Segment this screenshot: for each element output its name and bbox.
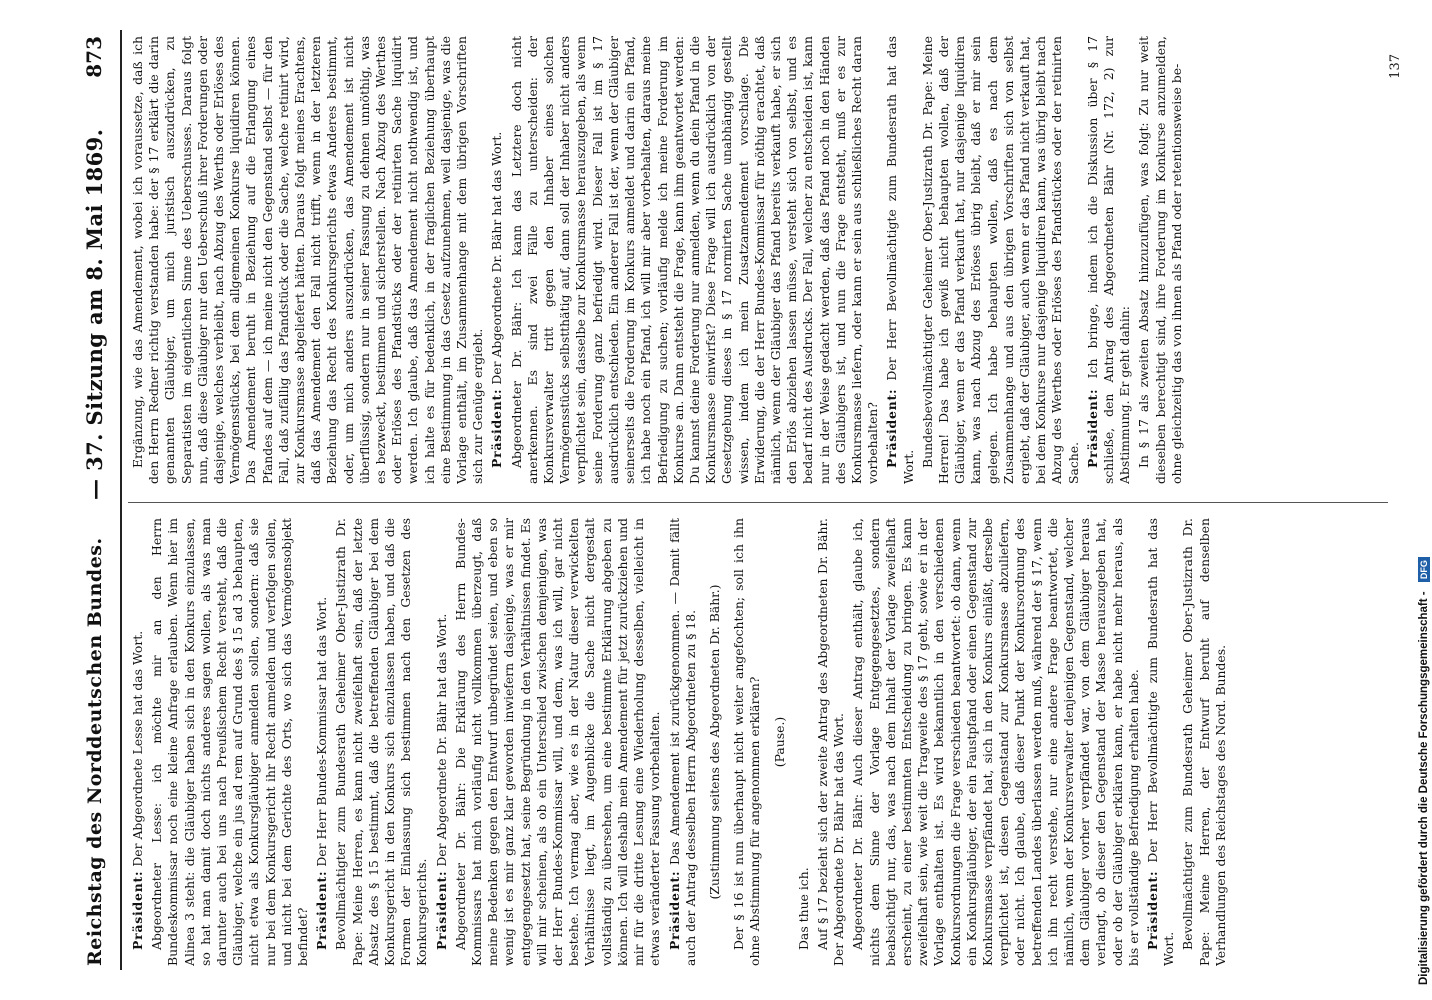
speaker-label: Präsident: (884, 388, 900, 468)
paragraph (920, 36, 1082, 484)
paragraph (815, 518, 847, 966)
speaker-label: Präsident: (489, 388, 505, 468)
session-title: — 37. Sitzung am 8. Mai 1869. (82, 128, 107, 500)
dfg-logo: DFG (1418, 557, 1430, 582)
paragraph-text: Ergänzung, wie das Amendement, wobei ich voraussetze, daß ich den Herrn Redner richtig verstanden habe: der § 17 erklärt die darin genannten Gläubiger, um mich juristisch auszudrücken, zu Separatisten im eigentlichen Sinne des Ueberschusses. Daraus folgt nun, daß diese Gläubiger nur den Ueberschuß ihrer Forderungen oder dasjenige, welches verbleibt, nach Abzug des Werths oder Erlöses des Vermögensstücks, bei dem allgemeinen Konkurse liquidiren können. Das Amendement beruht in Beziehung auf die Erlangung eines Pfandes auf dem — ich meine nicht den Gegenstand selbst — für den Fall, daß zufällig das Pfandstück oder die Sache, welche retinirt wird, zur Konkursmasse abgeliefert hätten. Daraus folgt meines Erachtens, daß das Amendement den Fall nicht trifft, wenn in der letzteren Beziehung das Recht des Konkursgerichts etwas Anderes bestimmt, oder, um mich anders auszudrücken, das Amendement ist nicht überflüssig, sondern nur in seiner Fassung zu dehnen unnöthig, was es bezweckt, bestimmen und sicherstellen. Nach Abzug des Werthes oder Erlöses des Pfandstücks oder der retinirten Sache liquidirt werden. Ich glaube, daß das Amendement nicht nothwendig ist, und ich halte es für bedenklich, in der fraglichen Beziehung überhaupt eine Bestimmung in das Gesetz aufzunehmen, weil dasjenige, was die Vorlage enthält, im Zusammenhange mit dem übrigen Vorschriften sich zur Genüge ergiebt. (130, 36, 486, 484)
paragraph-text: Der Abgeordnete Dr. Bähr hat das Wort. (433, 613, 449, 871)
paragraph (1136, 36, 1185, 484)
paragraph-text: Abgeordneter Dr. Bähr: Die Erklärung des Herrn Bundes-Kommissars hat mich vorläufig nicht vollkommen überzeugt, daß meine Bedenken gegen den Entwurf unbegründet seien, und eben so wenig ist es mir ganz klar geworden inwiefern dasjenige, was er mir entgegengesetzt hat, seine Begründung in den Verhältnissen findet. Es will mir scheinen, als ob ein Unterschied zwischen demjenigen, was der Herr Bundes-Kommissar will, und dem, was ich will, gar nicht bestehe. Ich vermag aber, wie es in der Natur dieser verwickelten Verhältnisse liegt, im Augenblicke die Sache nicht dergestalt vollständig zu übersehen, um eine bestimmte Erklärung abgeben zu können. Ich will deshalb mein Amendement für jetzt zurückziehen und mir für die dritte Lesung eine Wiederholung desselben, vielleicht in etwas veränderter Fassung vorbehalten. (452, 518, 663, 966)
paragraph (850, 518, 1142, 966)
speaker-label: Präsident: (1084, 388, 1100, 468)
paragraph-text: Bundesbevollmächtigter Geheimer Ober-Justizrath Dr. Pape: Meine Herren! Das habe ich gewiß nicht behaupten wollen, daß der Gläubiger, wenn er das Pfand verkauft hat, nur dasjenige liquidiren kann, was nach Abzug des Erlöses übrig bleibt, daß er mir sein gelegen. Ich habe behaupten wollen, daß es nach dem Zusammenhange und aus den übrigen Vorschriften sich von selbst ergiebt, daß der Gläubiger, auch wenn er das Pfand nicht verkauft hat, bei dem Konkurse nur dasjenige liquidiren kann, was übrig bleibt nach Abzug des Werthes oder Erlöses des Pfandstückes oder der retinirten Sache. (919, 36, 1081, 484)
paragraph (772, 518, 788, 966)
paragraph (130, 36, 486, 484)
paragraph (130, 518, 146, 966)
page-header (70, 30, 122, 970)
paragraph (453, 518, 664, 966)
paragraph (1085, 36, 1134, 484)
paragraph-text: Abgeordneter Lesse: ich möchte mir an den Herrn Bundeskommissar noch eine kleine Anfrage erlauben. Wenn hier im Alinea 3 steht: die Gläubiger haben sich in den Konkurs einzulassen, so hat man damit doch nichts anderes sagen wollen, als was man darunter auch bei uns nach Preußischem Recht versteht, daß die Gläubiger, welche ein jus ad rem auf Grund des § 15 ad 3 behaupten, nicht etwa als Konkursgläubiger anmelden sollen, sondern: daß sie nur bei dem Konkursgericht ihr Recht anmelden und verfolgen sollen, und nicht bei dem Gerichte des Orts, wo sich das Vermögensobjekt befindet? (149, 518, 311, 966)
paragraph (509, 36, 882, 484)
paragraph-text: Abgeordneter Dr. Bähr: Auch dieser Antrag enthält, glaube ich, nichts dem Sinne der Vorlage Entgegengesetztes, sondern beabsichtigt nur, das, was nach dem Inhalt der Vorlage zweifelhaft erscheint, zu einer bestimmten Entscheidung zu bringen. Es kann zweifelhaft sein, wie weit die Tragweite des § 17 geht, sowie er in der Vorlage enthalten ist. Es wird bekanntlich in den verschiedenen Konkursordnungen die Frage verschieden beantwortet: ob dann, wenn ein Konkursgläubiger, der ein Faustpfand oder einen Gegenstand zur Konkursmasse verpfändet hat, sich in den Konkurs einläßt, derselbe verpflichtet ist, diesen Gegenstand zur Konkursmasse abzuliefern, oder nicht. Ich glaube, daß dieser Punkt der Konkursordnung des betreffenden Landes überlassen werden muß, während der § 17, wenn ich ihn recht verstehe, nur eine andere Frage beantwortet, die nämlich, wenn der Konkursverwalter denjenigen Gegenstand, welcher dem Gläubiger vorher verpfändet war, von dem Gläubiger heraus verlangt, ob dieser den Gegenstand der Masse herauszugeben hat, oder ob der Gläubiger erklären kann, er habe nicht mehr heraus, als bis er vollständige Befriedigung erhalten habe. (850, 518, 1141, 966)
paragraph-text: Das thue ich. (795, 867, 811, 950)
paragraph (489, 36, 505, 484)
paragraph-text: Bevollmächtigter zum Bundesrath Geheimer Ober-Justizrath Dr. Pape: Meine Herren, der Entwurf beruht auf denselben Verhandlungen des Reichstages des Nord. Bundes. (1180, 518, 1228, 966)
paragraph (707, 518, 723, 966)
speaker-label: Präsident: (666, 870, 682, 950)
paragraph (796, 518, 812, 966)
paragraph (434, 518, 450, 966)
paragraph (884, 36, 916, 484)
paragraph-text: Der Abgeordnete Dr. Bähr hat das Wort. (489, 131, 505, 389)
paragraph-text: Der Herr Bevollmächtigte zum Bundesrath hat das Wort. (884, 36, 916, 484)
paragraph-text: (Pause.) (771, 716, 787, 768)
page-number: 873 (82, 36, 106, 78)
speaker-label: Präsident: (1144, 870, 1160, 950)
paragraph (667, 518, 699, 966)
paragraph-text: Der Herr Bundes-Kommissar hat das Wort. (314, 596, 330, 871)
paragraph (1145, 518, 1177, 966)
paragraph-text: Ich bringe, indem ich die Diskussion über § 17 schließe, den Antrag des Abgeordneten Bähr (Nr. 172, 2) zur Abstimmung. Er geht dahin: (1084, 36, 1133, 484)
rotated-scanned-page (70, 30, 1415, 970)
paragraph-text: Abgeordneter Dr. Bähr: Ich kann das Letztere doch nicht anerkennen. Es sind zwei Fälle zu unterscheiden: der Konkursverwalter tritt gegen den Inhaber eines solchen Vermögensstücks selbstthätig auf, dann soll der Inhaber nicht anders verpflichtet sein, dasselbe zur Konkursmasse herauszugeben, als wenn seine Forderung ganz befriedigt wird. Dieser Fall ist im § 17 ausdrücklich entschieden. Ein anderer Fall ist der, wenn der Gläubiger seinerseits die Forderung im Konkurs anmeldet und darin ein Pfand, ich habe noch ein Pfand, ich will mir aber vorbehalten, daraus meine Befriedigung zu suchen; vorläufig melde ich meine Forderung im Konkurse an. Dann entsteht die Frage, kann ihm geantwortet werden: Du kannst deine Forderung nur anmelden, wenn du dein Pfand in die Konkursmasse einwirfst? Diese Frage will ich ausdrücklich von der Gesetzgebung dieses in § 17 normirten Sache unabhängig gestellt wissen, indem ich mein Zusatzamendement vorschlage. Die Erwiderung, die der Herr Bundes-Kommissar für nöthig erachtet, daß nämlich, wenn der Gläubiger das Pfand bereits verkauft habe, er sich den Erlös abziehen lassen müsse, versteht sich von selbst, und es bedarf nicht des Ausdrucks. Der Fall, welcher zu entscheiden ist, kann nur in der Weise gedacht werden, daß das Pfand noch in den Händen des Gläubigers ist, und nun die Frage entsteht, muß er es zur Konkursmasse liefern, oder kann er sein aus schließliches Recht daran vorbehalten? (508, 36, 881, 484)
right-text-column (130, 36, 1400, 484)
paragraph-text: In § 17 als zweiten Absatz hinzuzufügen, was folgt: Zu nur weit dieselben berechtigt sind, ihre Forderung im Konkurse anzumelden, ohne gleichzeitig das von ihnen als Pfand oder retentionsweise be- (1136, 36, 1184, 484)
paragraph (149, 518, 311, 966)
signature-mark: 137 (1388, 54, 1403, 79)
paragraph (731, 518, 763, 966)
digitization-credit (1418, 25, 1430, 985)
paragraph-text: Der Abgeordnete Lesse hat das Wort. (130, 630, 145, 871)
paragraph-text: (Zustimmung seitens des Abgeordneten Dr. Bähr.) (706, 584, 722, 900)
speaker-label: Präsident: (314, 870, 330, 950)
paragraph-text: Auf § 17 bezieht sich der zweite Antrag des Abgeordneten Dr. Bähr. Der Abgeordnete Dr. Bähr hat das Wort. (814, 518, 847, 966)
credit-text: Digitalisierung gefördert durch die Deutsche Forschungsgemeinschaft - (1418, 591, 1431, 985)
paragraph-text: Bevollmächtigter zum Bundesrath Geheimer Ober-Justizrath Dr. Pape: Meine Herren, es kann nicht zweifelhaft sein, daß der letzte Absatz des § 15 bestimmt, daß die betreffenden Gläubiger bei dem Konkursgericht in den Konkurs sich einzulassen haben, und daß die Formen der Einlassung sich bestimmen nach den Gesetzen des Konkursgerichts. (333, 518, 430, 966)
left-text-column (130, 518, 1400, 966)
paragraph-text: Der § 16 ist nun überhaupt nicht weiter angefochten; soll ich ihn ohne Abstimmung für angenommen erklären? (731, 518, 763, 966)
paragraph (1180, 518, 1229, 966)
paragraph (314, 518, 330, 966)
speaker-label: Präsident: (433, 870, 449, 950)
speaker-label: Präsident: (130, 870, 145, 950)
column-divider (128, 502, 1388, 503)
paragraph (333, 518, 430, 966)
running-title: Reichstag des Norddeutschen Bundes. (84, 537, 106, 966)
header-rule (120, 30, 122, 970)
paragraph-text: Der Herr Bevollmächtigte zum Bundesrath hat das Wort. (1144, 518, 1177, 966)
paragraph-text: Das Amendement ist zurückgenommen. — Damit fällt auch der Antrag desselben Herrn Abgeordneten zu § 18. (666, 518, 698, 966)
